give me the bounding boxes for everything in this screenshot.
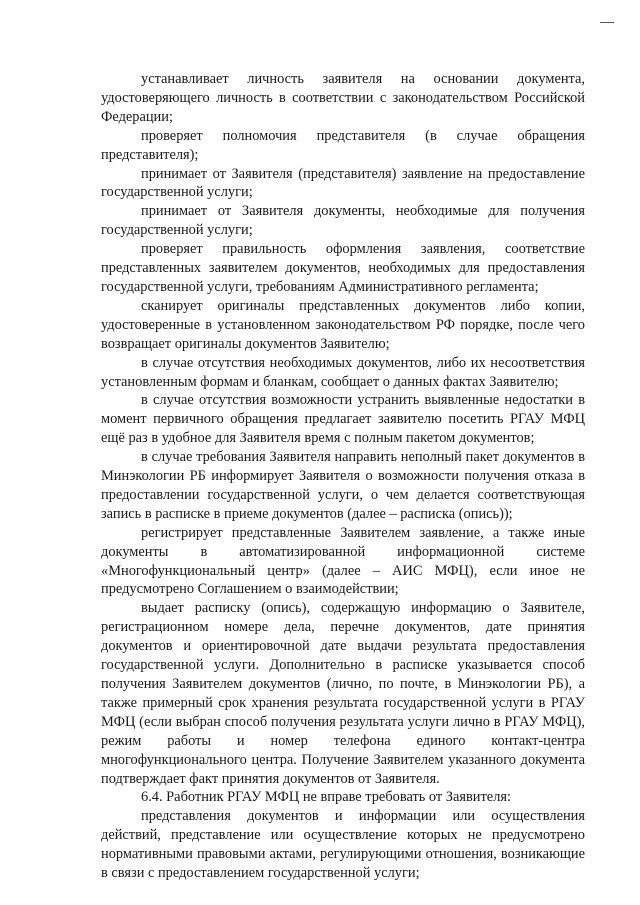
paragraph-missing-documents: в случае отсутствия необходимых документов, либо их несоответствия установленным формам и бланкам, сообщает о данных фактах Заявителю; [101,354,585,390]
section-heading-6-4: 6.4. Работник РГАУ МФЦ не вправе требовать от Заявителя: [141,789,511,806]
paragraph-scan-originals: сканирует оригиналы представленных документов либо копии, удостоверенные в установленном законодательством РФ порядке, после чего возвращает оригиналы документов Заявителю; [101,297,585,352]
paragraph-check-authority: проверяет полномочия представителя (в случае обращения представителя); [101,127,585,163]
paragraph-prohibited-requests: представления документов и информации или осуществления действий, представление или осуществление которых не предусмотрено нормативными правовыми актами, регулирующими отношения, возникающие в связи с предоставлением государственной услуги; [101,808,585,882]
paragraph-establish-identity: устанавливает личность заявителя на основании документа, удостоверяющего личность в соответствии с законодательством Российской Федерации; [101,71,585,125]
paragraph-accept-application: принимает от Заявителя (представителя) заявление на предоставление государственной услуги; [101,165,585,201]
paragraph-accept-documents: принимает от Заявителя документы, необходимые для получения государственной услуги; [101,203,585,239]
paragraph-check-correctness: проверяет правильность оформления заявления, соответствие представленных заявителем документов, необходимых для предоставления государственной услуги, требованиям Административного регламента; [101,241,585,295]
paragraph-register-application: регистрирует представленные Заявителем заявление, а также иные документы в автоматизированной информационной системе «Многофункциональный центр» (далее – АИС МФЦ), если иное не предусмотрено Соглашением о взаимодействии; [101,524,585,598]
paragraph-revisit-offer: в случае отсутствия возможности устранить выявленные недостатки в момент первичного обращения предлагает заявителю посетить РГАУ МФЦ ещё раз в удобное для Заявителя время с полным пакетом документов; [101,392,585,447]
paragraph-issue-receipt: выдает расписку (опись), содержащую информацию о Заявителе, регистрационном номере дела, перечне документов, дате принятия документов и ориентировочной дате выдачи результата предоставления государственной услуги. Дополнительно в расписке указывается способ получения Заявителем документов (лично, по почте, в Минэкологии РБ), а также примерный срок хранения результата государственной услуги в РГАУ МФЦ (если выбран способ получения результата услуги лично в РГАУ МФЦ), режим работы и номер телефона единого контакт-центра многофункционального центра. Получение Заявителем указанного документа подтверждает факт принятия документов от Заявителя. [101,600,585,787]
paragraph-incomplete-package: в случае требования Заявителя направить неполный пакет документов в Минэкологии РБ информирует Заявителя о возможности получения отказа в предоставлении государственной услуги, о чем делается соответствующая запись в расписке в приеме документов (далее – расписка (опись)); [101,449,585,522]
document-body [101,70,585,883]
corner-dash-mark [600,22,614,23]
